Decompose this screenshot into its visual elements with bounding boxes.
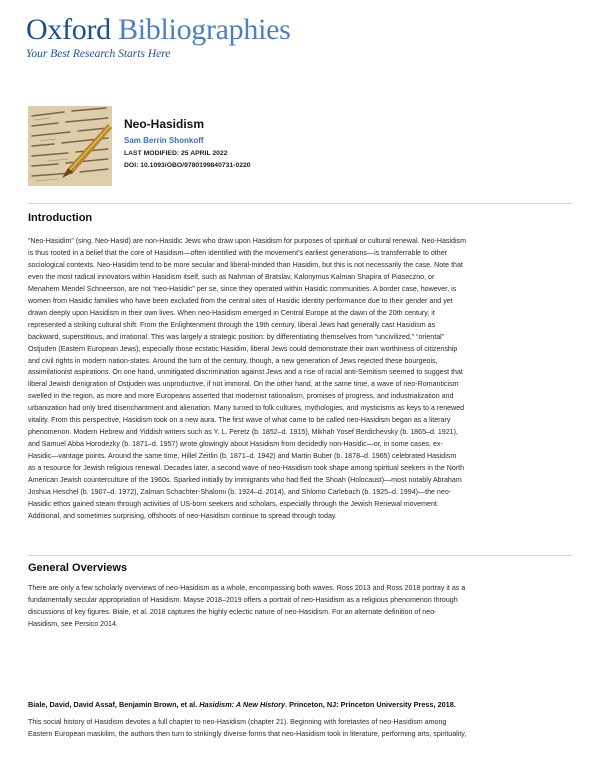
citation-book-title: Hasidism: A New History [199,700,286,709]
introduction-line: drawn deeply upon Hasidism in their own lives. When neo-Hasidism emerged in Central Europe at the dawn of the 20th century, it [28,308,435,317]
introduction-line: Joshua Heschel (b. 1907–d. 1972), Zalman Schachter-Shalomi (b. 1924–d. 2014), and Shlomo Carlebach (b. 1925–d. 1994)—the neo- [28,488,452,497]
introduction-line: assimilationist aspirations. On one hand, unmitigated discrimination against Jews and a rise of racial anti-Semitism seemed to suggest that [28,368,463,377]
section-heading-general-overviews: General Overviews [28,562,128,574]
introduction-line: and civil rights in modern nation-states. Around the turn of the century, though, a new generation of Jews rejected these bourgeois, [28,356,438,365]
brand-word-bibliographies: Bibliographies [118,13,291,46]
introduction-line: American Jewish counterculture of the 1960s. Sparked initially by immigrants who had fled the Shoah (Holocaust)—most notably Abraham [28,476,462,485]
introduction-line: even the most radical innovators within Hasidism itself, such as Nahman of Bratslav, Kalonymus Kalman Shapira of Piasecznο, or [28,272,435,281]
introduction-line: women from Hasidic families who have been excluded from the central sites of Hasidic identity performance due to their gender and yet [28,296,453,305]
brand-name [26,14,291,46]
introduction-line: as a resource for Jewish religious renewal. Decades later, a second wave of neo-Hasidism took shape among spiritual seekers in the North [28,464,465,473]
introduction-line: Menahem Mendel Schneerson, are not “neo-Hasidic” per se, since they operated within Hasidic communities. A border case, however, is [28,284,457,293]
last-modified: LAST MODIFIED: 25 APRIL 2022 [124,150,228,157]
introduction-line: represented a striking cultural shift. From the Enlightenment through the 19th century, liberal Jews had generally cast Hasidism as [28,320,436,329]
overview-line: fundamentally secular appropriation of Hasidism. Mayse 2018–2019 offers a portrait of neo-Hasidism as a religious phenomenon through [28,595,458,604]
cover-image [28,106,112,186]
introduction-line: Additional, and sometimes surprising, offshoots of neo-Hasidism continue to spread through today. [28,511,337,520]
author-link[interactable]: Sam Berrin Shonkoff [124,136,204,145]
introduction-line: Hasidic ethos gained steam through activities of US-born seekers and scholars, especially through the Jewish Renewal movement. [28,499,439,508]
divider [28,555,572,556]
overview-line: There are only a few scholarly overviews of neo-Hasidism as a whole, encompassing both waves. Ross 2013 and Ross 2018 portray it as a [28,584,466,592]
annotation-line: Eastern European maskilim, the authors then turn to strikingly diverse forms that neo-Hasidism took in literature, performing arts, spirituality, [28,729,467,738]
introduction-line: urbanization had only bred disenchantment and alienation. Many turned to folk cultures, mythologies, and mysticisms as keys to a renewed [28,404,465,413]
citation-publisher: . Princeton, NJ: Princeton University Press, 2018. [285,700,456,709]
citation-authors: Biale, David, David Assaf, Benjamin Brown, et al. [28,700,198,709]
introduction-line: is thus rooted in a belief that the core of Hasidism—often identified with the movement’s earliest generations—is transferrable to other [28,248,448,257]
doi: DOI: 10.1093/OBO/9780199840731-0220 [124,162,251,169]
introduction-line: “Neo-Hasidim” (sing. Neo-Hasid) are non-Hasidic Jews who draw upon Hasidism for purposes of spiritual or cultural renewal. Neo-Hasidism [28,237,467,245]
introduction-line: liberal Jewish denigration of Ostjuden was unproductive, if not immoral. On the other hand, at the same time, a wave of neo-Romanticism [28,380,459,389]
general-overviews-text [28,583,574,631]
overview-line: discussions of key figures. Biale, et al. 2018 captures the highly eclectic nature of neo-Hasidism. For an alternate definition of neo- [28,607,437,616]
brand-tagline: Your Best Research Starts Here [26,48,171,60]
section-heading-introduction: Introduction [28,212,93,224]
introduction-line: vitality. From this perspective, Hasidism took on a new aura. The first wave of what came to be called neo-Hasidism began as a literary [28,416,451,425]
oxford-bibliographies-logo[interactable] [26,14,291,60]
introduction-line: phenomenon. Modern Hebrew and Yiddish writers such as Y. L. Peretz (b. 1852–d. 1915), Mikhah Yosef Berdichevsky (b. 1865–d. 1921), [28,428,458,437]
introduction-line: backward, superstitious, and irrational. This was largely a strategic position: by differentiating themselves from “uncivilized,” “oriental” [28,332,445,341]
annotation-line: This social history of Hasidism devotes a full chapter to neo-Hasidism (chapter 21). Beginning with foretastes of neo-Hasidism among [28,718,447,726]
article-title: Neo-Hasidism [124,117,205,131]
introduction-line: swelled in the region, as more and more Europeans asserted that modernist rationalism, promises of progress, and industrialization and [28,392,454,401]
introduction-line: Hasidic—vantage points. Around the same time, Hillel Zeitlin (b. 1871–d. 1942) and Martin Buber (b. 1878–d. 1965) celebrated Hasidism [28,452,457,461]
overview-line: Hasidism, see Persico 2014. [28,619,118,628]
divider [28,203,572,204]
article-metadata [124,117,564,169]
introduction-text [28,236,574,523]
citation-biale-2018 [28,700,574,709]
manuscript-pen-illustration [28,106,112,186]
introduction-line: and Samuel Abba Horodezky (b. 1871–d. 1957) wrote glowingly about Hasidism from decidedly non-Hasidic—or, in some cases, ex- [28,440,443,449]
citation-annotation-text [28,717,574,741]
introduction-line: sociological contexts. Neo-Hasidim tend to be more secular and liberal-minded than Hasidim, but this is not necessarily the case. Note that [28,260,463,269]
introduction-line: Ostjuden (Eastern European Jews), especially those ecstatic Hasidim, liberal Jews could demonstrate their own worthiness of citizenship [28,344,458,353]
brand-word-oxford: Oxford [26,13,111,46]
